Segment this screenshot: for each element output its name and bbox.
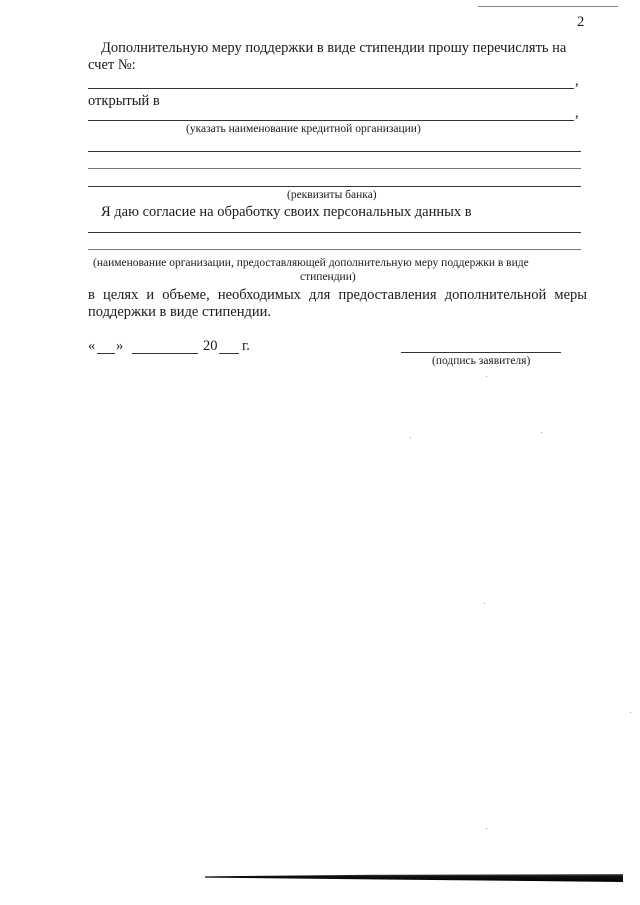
scan-artifact-line	[478, 6, 618, 7]
year-prefix: 20	[203, 338, 218, 354]
comma-1: ,	[575, 73, 579, 89]
bank-details-field-1[interactable]	[88, 151, 581, 152]
scan-speck	[410, 437, 411, 438]
scan-speck	[484, 603, 485, 604]
account-number-field[interactable]	[88, 88, 574, 89]
scan-speck	[630, 712, 631, 713]
scan-speck	[541, 432, 542, 433]
bank-details-field-2[interactable]	[88, 168, 581, 169]
organization-caption-line-2: стипендии)	[300, 271, 356, 283]
signature-field[interactable]	[401, 352, 561, 353]
consent-text: Я даю согласие на обработку своих персональных данных в	[101, 204, 472, 220]
payment-request-text: Дополнительную меру поддержки в виде стипендии прошу перечислять на	[101, 40, 567, 56]
scan-speck	[486, 376, 487, 377]
purpose-text-line-2: поддержки в виде стипендии.	[88, 304, 272, 320]
day-field[interactable]	[97, 353, 115, 354]
signature-caption: (подпись заявителя)	[432, 355, 531, 367]
date-close-quote: »	[116, 338, 124, 354]
scan-speck	[486, 828, 487, 829]
date-open-quote: «	[88, 338, 96, 354]
year-suffix: г.	[242, 338, 250, 354]
opened-in-label: открытый в	[88, 93, 160, 109]
bank-details-field-3[interactable]	[88, 186, 581, 187]
comma-2: ,	[575, 105, 579, 121]
credit-organization-caption: (указать наименование кредитной организации)	[186, 123, 421, 135]
purpose-text-line-1: в целях и объеме, необходимых для предоставления дополнительной меры	[88, 287, 587, 303]
organization-field-1[interactable]	[88, 232, 581, 233]
credit-organization-field[interactable]	[88, 120, 574, 121]
organization-caption-line-1: (наименование организации, предоставляющей дополнительную меру поддержки в виде	[93, 257, 529, 269]
page-number: 2	[577, 14, 585, 30]
account-number-label: счет №:	[88, 57, 136, 73]
bank-details-caption: (реквизиты банка)	[287, 189, 377, 201]
organization-field-2[interactable]	[88, 249, 581, 250]
month-field[interactable]	[132, 353, 198, 354]
year-field[interactable]	[219, 353, 239, 354]
scan-edge-artifact	[205, 874, 623, 882]
